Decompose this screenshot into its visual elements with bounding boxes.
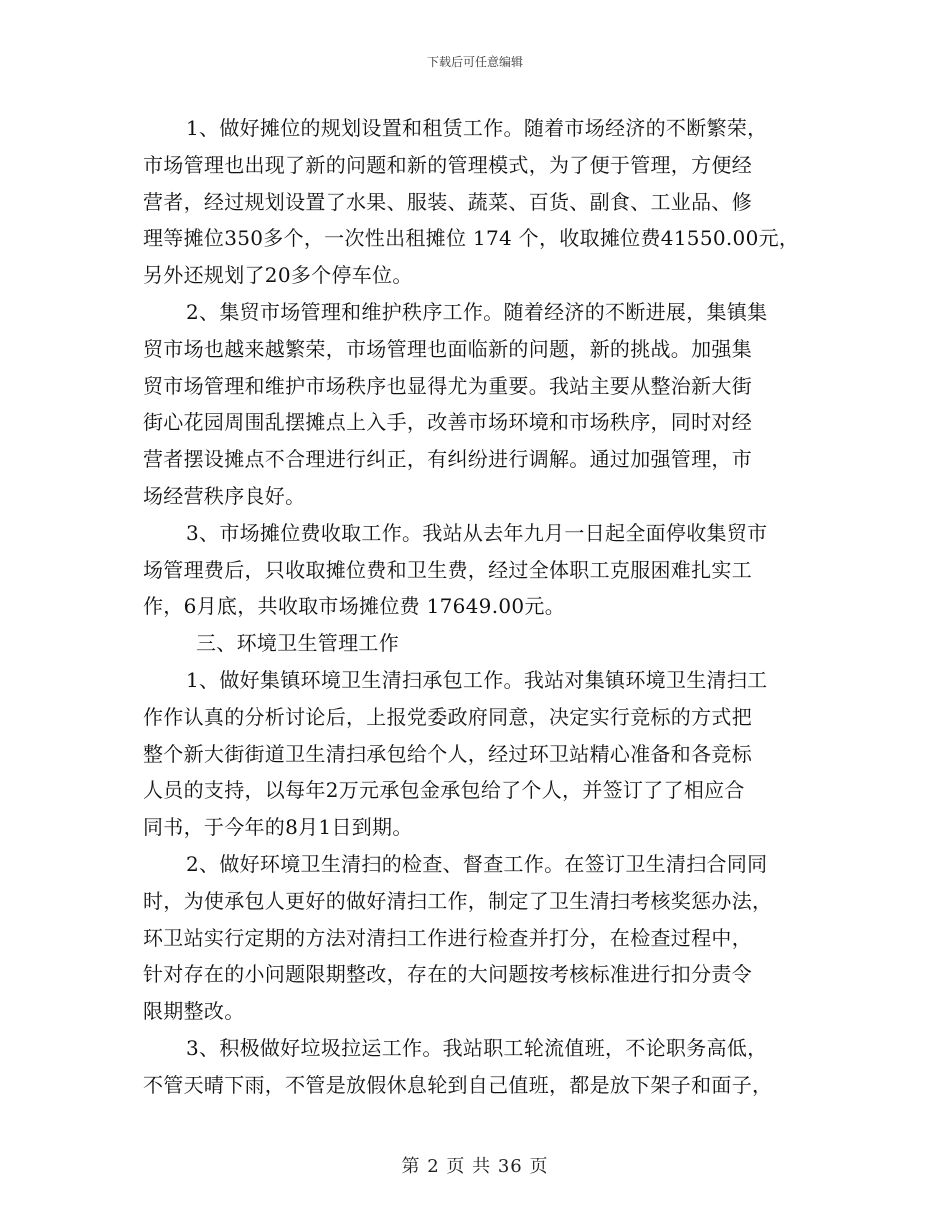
paragraph-line: 人员的支持，以每年2万元承包金承包给了个人，并签订了了相应合 (143, 778, 745, 803)
paragraph-line: 1、做好摊位的规划设置和租赁工作。随着市场经济的不断繁荣， (186, 116, 768, 140)
paragraph-line: 不管天晴下雨，不管是放假休息轮到自己值班，都是放下架子和面子， (143, 1072, 773, 1097)
paragraph-line: 营者，经过规划设置了水果、服装、蔬菜、百货、副食、工业品、修 (143, 189, 752, 214)
paragraph-line: 作作认真的分析讨论后，上报党委政府同意，决定实行竞标的方式把 (143, 704, 752, 729)
paragraph-line: 街心花园周围乱摆摊点上入手，改善市场环境和市场秩序，同时对经 (143, 410, 752, 435)
paragraph-line: 时，为使承包人更好的做好清扫工作，制定了卫生清扫考核奖惩办法， (143, 888, 773, 913)
paragraph-line: 贸市场也越来越繁荣，市场管理也面临新的问题，新的挑战。加强集 (143, 336, 752, 361)
paragraph-line: 作，6月底，共收取市场摊位费 17649.00元。 (143, 594, 566, 619)
page-footer: 第 2 页 共 36 页 (401, 1156, 549, 1177)
paragraph-line: 同书，于今年的8月1日到期。 (143, 815, 413, 840)
paragraph-line: 环卫站实行定期的方法对清扫工作进行检查并打分，在检查过程中， (143, 925, 752, 950)
document-body (143, 110, 811, 1104)
paragraph-line: 理等摊位350多个，一次性出租摊位 174 个，收取摊位费41550.00元， (143, 226, 800, 251)
paragraph-line: 市场管理也出现了新的问题和新的管理模式，为了便于管理，方便经 (143, 152, 752, 177)
paragraph-line: 3、积极做好垃圾拉运工作。我站职工轮流值班，不论职务高低， (186, 1035, 768, 1060)
paragraph-line: 整个新大街街道卫生清扫承包给个人，经过环卫站精心准备和各竞标 (143, 741, 752, 766)
paragraph-line: 贸市场管理和维护市场秩序也显得尤为重要。我站主要从整治新大街 (143, 373, 752, 398)
paragraph-line: 2、做好环境卫生清扫的检查、督查工作。在签订卫生清扫合同同 (186, 851, 768, 876)
paragraph-line: 场管理费后，只收取摊位费和卫生费，经过全体职工克服困难扎实工 (143, 557, 752, 582)
paragraph-line: 2、集贸市场管理和维护秩序工作。随着经济的不断进展，集镇集 (186, 299, 768, 324)
paragraph-line: 限期整改。 (143, 999, 245, 1024)
paragraph-line: 场经营秩序良好。 (143, 483, 306, 508)
paragraph-line: 1、做好集镇环境卫生清扫承包工作。我站对集镇环境卫生清扫工 (186, 667, 768, 692)
paragraph-line: 3、市场摊位费收取工作。我站从去年九月一日起全面停收集贸市 (186, 520, 768, 545)
section-heading: 三、环境卫生管理工作 (196, 631, 399, 656)
page-header: 下载后可任意编辑 (426, 55, 523, 69)
paragraph-line: 营者摆设摊点不合理进行纠正，有纠纷进行调解。通过加强管理，市 (143, 447, 752, 472)
paragraph-line: 针对存在的小问题限期整改，存在的大问题按考核标准进行扣分责令 (143, 962, 752, 987)
paragraph-line: 另外还规划了20多个停车位。 (143, 263, 413, 288)
